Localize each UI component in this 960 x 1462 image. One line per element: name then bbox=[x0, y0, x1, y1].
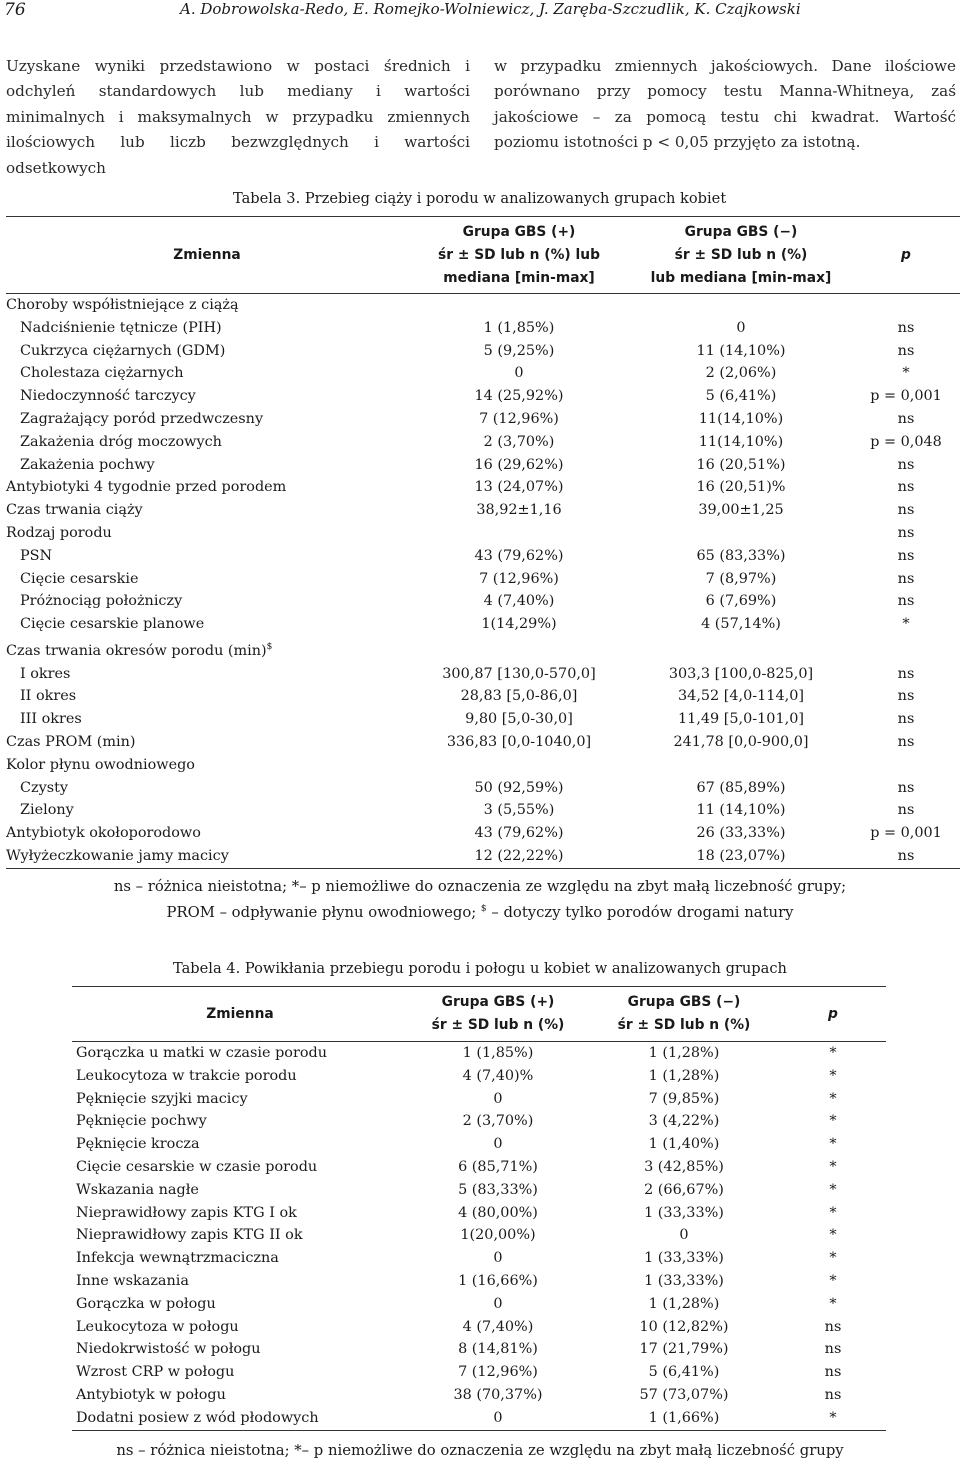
table3-cell-gbs-positive: 7 (12,96%) bbox=[479, 570, 559, 587]
table3-cell-gbs-positive: 13 (24,07%) bbox=[474, 479, 564, 496]
table3-row bbox=[6, 431, 960, 454]
table4-cell-gbs-negative: 10 (12,82%) bbox=[639, 1318, 729, 1335]
table4-header-gbs-positive: Grupa GBS (+) śr ± SD lub n (%) bbox=[408, 987, 588, 1042]
table3-cell-gbs-positive: 43 (79,62%) bbox=[474, 547, 564, 564]
table3-cell-gbs-positive: 2 (3,70%) bbox=[483, 433, 555, 450]
table3-cell-gbs-positive bbox=[408, 636, 630, 663]
table3-cell-gbs-negative: 65 (83,33%) bbox=[696, 547, 786, 564]
table4-cell-gbs-negative: 1 (33,33%) bbox=[644, 1272, 724, 1289]
table3-cell-variable: Zakażenia pochwy bbox=[20, 456, 155, 473]
table4-cell-variable: Leukocytoza w połogu bbox=[76, 1318, 239, 1335]
table4-cell-gbs-positive: 0 bbox=[493, 1090, 503, 1107]
table3-row bbox=[6, 845, 960, 868]
table4-header-variable: Zmienna bbox=[72, 987, 408, 1042]
table3-cell-p: p = 0,001 bbox=[870, 825, 942, 842]
table4-cell-gbs-negative: 1 (1,28%) bbox=[648, 1067, 720, 1084]
table4-cell-variable: Leukocytoza w trakcie porodu bbox=[76, 1067, 297, 1084]
table4-cell-p: * bbox=[829, 1181, 837, 1198]
table4-cell-p: ns bbox=[824, 1364, 842, 1381]
table4-cell-p: ns bbox=[824, 1318, 842, 1335]
table3-cell-variable: Zielony bbox=[20, 802, 74, 819]
table3-cell-gbs-negative: 2 (2,06%) bbox=[705, 365, 777, 382]
table3-cell-p: ns bbox=[897, 410, 915, 427]
table4-row bbox=[72, 1202, 886, 1225]
table3-cell-gbs-negative: 26 (33,33%) bbox=[696, 825, 786, 842]
table3-cell-p: * bbox=[902, 365, 910, 382]
table4-cell-p: * bbox=[829, 1113, 837, 1130]
table4-cell-p: * bbox=[829, 1295, 837, 1312]
table3-row bbox=[6, 822, 960, 845]
table4-cell-variable: Wzrost CRP w połogu bbox=[76, 1364, 235, 1381]
table4-row bbox=[72, 1179, 886, 1202]
table4-row bbox=[72, 1361, 886, 1384]
table3-cell-p bbox=[852, 294, 960, 317]
table4-row bbox=[72, 1338, 886, 1361]
table3-row bbox=[6, 522, 960, 545]
table3-cell-p: ns bbox=[897, 779, 915, 796]
table3-cell-gbs-positive: 12 (22,22%) bbox=[474, 847, 564, 864]
table4-cell-gbs-positive: 1 (16,66%) bbox=[458, 1272, 538, 1289]
table3-cell-p: ns bbox=[897, 456, 915, 473]
table3-cell-gbs-negative: 241,78 [0,0-900,0] bbox=[673, 733, 809, 750]
table3-cell-gbs-positive: 1(14,29%) bbox=[481, 616, 557, 633]
table3-cell-variable: III okres bbox=[20, 711, 82, 728]
table3-cell-gbs-positive: 5 (9,25%) bbox=[483, 342, 555, 359]
table3-cell-gbs-positive: 16 (29,62%) bbox=[474, 456, 564, 473]
table3-row bbox=[6, 708, 960, 731]
table4-cell-gbs-positive: 4 (80,00%) bbox=[458, 1204, 538, 1221]
table4-cell-variable: Nieprawidłowy zapis KTG II ok bbox=[76, 1227, 303, 1244]
table4-cell-p: * bbox=[829, 1272, 837, 1289]
table3-cell-gbs-negative: 303,3 [100,0-825,0] bbox=[668, 665, 814, 682]
table4-cell-gbs-negative: 17 (21,79%) bbox=[639, 1341, 729, 1358]
table3-cell-gbs-positive: 336,83 [0,0-1040,0] bbox=[446, 733, 592, 750]
table4-cell-variable: Infekcja wewnątrzmaciczna bbox=[76, 1250, 279, 1267]
table4-cell-gbs-positive: 0 bbox=[493, 1409, 503, 1426]
table3-cell-gbs-positive: 43 (79,62%) bbox=[474, 825, 564, 842]
running-authors: A. Dobrowolska-Redo, E. Romejko-Wolniewicz, J. Zaręba-Szczudlik, K. Czajkowski bbox=[180, 0, 801, 18]
table3-caption: Tabela 3. Przebieg ciąży i porodu w analizowanych grupach kobiet bbox=[233, 190, 727, 207]
table3-cell-gbs-positive bbox=[408, 522, 630, 545]
table3-row bbox=[6, 476, 960, 499]
table3-cell-gbs-positive: 9,80 [5,0-30,0] bbox=[465, 711, 573, 728]
table4-cell-p: * bbox=[829, 1409, 837, 1426]
table4-cell-gbs-negative: 5 (6,41%) bbox=[648, 1364, 720, 1381]
table4-cell-variable: Pęknięcie pochwy bbox=[76, 1113, 207, 1130]
table4-row bbox=[72, 1384, 886, 1407]
table3-cell-variable: Wyłyżeczkowanie jamy macicy bbox=[6, 847, 229, 864]
table3-cell-gbs-negative: 16 (20,51%) bbox=[696, 456, 786, 473]
table3-row bbox=[6, 499, 960, 522]
table3-cell-gbs-positive: 28,83 [5,0-86,0] bbox=[460, 688, 578, 705]
table3-header-gbs-positive: Grupa GBS (+) śr ± SD lub n (%) lub mediana [min-max] bbox=[408, 217, 630, 294]
table3-header-row bbox=[6, 217, 960, 294]
table3-row bbox=[6, 799, 960, 822]
table3-cell-p: ns bbox=[897, 502, 915, 519]
table3-cell-gbs-positive: 14 (25,92%) bbox=[474, 388, 564, 405]
table3-cell-p: ns bbox=[897, 547, 915, 564]
table3-cell-variable: Zagrażający poród przedwczesny bbox=[20, 410, 264, 427]
table4-cell-gbs-negative: 0 bbox=[679, 1227, 689, 1244]
table3-row bbox=[6, 636, 960, 663]
table3-cell-gbs-negative: 4 (57,14%) bbox=[701, 616, 781, 633]
intro-paragraph-right: w przypadku zmiennych jakościowych. Dane ilościowe porównano przy pomocy testu Manna-Whitneya, zaś jakościowe – za pomocą testu chi kwadrat. Wartość poziomu istotności p < 0,05 przyjęto za istotną. bbox=[494, 57, 956, 152]
table3-row bbox=[6, 568, 960, 591]
table4-cell-variable: Gorączka u matki w czasie porodu bbox=[76, 1045, 327, 1061]
table3-cell-p: ns bbox=[897, 524, 915, 541]
table3-cell-variable: Rodzaj porodu bbox=[6, 524, 112, 541]
running-header bbox=[0, 0, 960, 24]
table3-cell-gbs-negative: 0 bbox=[736, 319, 746, 336]
table3-row bbox=[6, 408, 960, 431]
table3-cell-variable: II okres bbox=[20, 688, 77, 705]
table4-cell-gbs-positive: 38 (70,37%) bbox=[453, 1386, 543, 1403]
table4 bbox=[72, 986, 886, 1431]
table4-cell-variable: Pęknięcie szyjki macicy bbox=[76, 1090, 248, 1107]
table3-cell-gbs-negative: 11(14,10%) bbox=[698, 433, 784, 450]
table3-cell-variable: I okres bbox=[20, 665, 71, 682]
table4-cell-p: * bbox=[829, 1090, 837, 1107]
table3-row bbox=[6, 454, 960, 477]
table4-header-row bbox=[72, 987, 886, 1042]
table3-cell-gbs-negative: 39,00±1,25 bbox=[698, 502, 784, 519]
table4-cell-p: * bbox=[829, 1204, 837, 1221]
table3-cell-gbs-negative: 11 (14,10%) bbox=[696, 342, 786, 359]
table3-cell-variable: Próżnociąg położniczy bbox=[20, 593, 183, 610]
table3-cell-p: ns bbox=[897, 665, 915, 682]
table4-cell-variable: Niedokrwistość w połogu bbox=[76, 1341, 261, 1358]
table3-cell-p bbox=[852, 754, 960, 777]
table3-cell-gbs-negative: 18 (23,07%) bbox=[696, 847, 786, 864]
table4-cell-gbs-positive: 5 (83,33%) bbox=[458, 1181, 538, 1198]
table3-row bbox=[6, 545, 960, 568]
table4-cell-gbs-negative: 1 (1,28%) bbox=[648, 1295, 720, 1312]
table3-cell-gbs-negative: 16 (20,51)% bbox=[696, 479, 786, 496]
table3-cell-gbs-positive: 50 (92,59%) bbox=[474, 779, 564, 796]
table3-row bbox=[6, 294, 960, 317]
table4-row bbox=[72, 1065, 886, 1088]
table3-row bbox=[6, 590, 960, 613]
table3-cell-variable: Czysty bbox=[20, 779, 69, 796]
table4-cell-gbs-positive: 8 (14,81%) bbox=[458, 1341, 538, 1358]
table3-cell-gbs-positive: 4 (7,40%) bbox=[483, 593, 555, 610]
table3-cell-variable: Choroby współistniejące z ciążą bbox=[6, 297, 239, 313]
intro-paragraph-left: Uzyskane wyniki przedstawiono w postaci średnich i odchyleń standardowych lub mediany i wartości minimalnych i maksymalnych w przypadku zmiennych ilościowych lub liczb bezwzględnych i wartości odsetkowych bbox=[6, 57, 470, 177]
table3-cell-p: p = 0,001 bbox=[870, 388, 942, 405]
table4-cell-variable: Wskazania nagłe bbox=[76, 1181, 199, 1198]
table4-cell-variable: Dodatni posiew z wód płodowych bbox=[76, 1409, 319, 1426]
table3 bbox=[6, 216, 960, 869]
table3-cell-variable: Nadciśnienie tętnicze (PIH) bbox=[20, 319, 222, 336]
table4-cell-gbs-positive: 4 (7,40%) bbox=[462, 1318, 534, 1335]
table3-row bbox=[6, 663, 960, 686]
table3-cell-variable: Niedoczynność tarczycy bbox=[20, 388, 196, 405]
table4-row bbox=[72, 1293, 886, 1316]
table4-cell-variable: Antybiotyk w połogu bbox=[76, 1386, 226, 1403]
table3-cell-gbs-negative: 5 (6,41%) bbox=[705, 388, 777, 405]
table3-cell-p: ns bbox=[897, 688, 915, 705]
table3-cell-p: ns bbox=[897, 733, 915, 750]
table4-cell-gbs-negative: 1 (33,33%) bbox=[644, 1204, 724, 1221]
table4-caption: Tabela 4. Powikłania przebiegu porodu i połogu u kobiet w analizowanych grupach bbox=[173, 960, 787, 977]
table3-cell-variable: Antybiotyk okołoporodowo bbox=[6, 825, 201, 842]
table4-row bbox=[72, 1088, 886, 1111]
table4-cell-gbs-positive: 1 (1,85%) bbox=[462, 1045, 534, 1061]
table3-row bbox=[6, 613, 960, 636]
table3-cell-variable: Czas PROM (min) bbox=[6, 733, 136, 750]
table3-cell-variable: Kolor płynu owodniowego bbox=[6, 756, 195, 773]
table4-cell-p: ns bbox=[824, 1341, 842, 1358]
table3-cell-variable: Cukrzyca ciężarnych (GDM) bbox=[20, 342, 226, 359]
table4-cell-gbs-negative: 57 (73,07%) bbox=[639, 1386, 729, 1403]
table4-cell-gbs-positive: 0 bbox=[493, 1250, 503, 1267]
table3-cell-p: p = 0,048 bbox=[870, 433, 942, 450]
table4-cell-gbs-negative: 1 (33,33%) bbox=[644, 1250, 724, 1267]
table4-cell-variable: Cięcie cesarskie w czasie porodu bbox=[76, 1158, 318, 1175]
table3-row bbox=[6, 317, 960, 340]
table4-cell-gbs-negative: 7 (9,85%) bbox=[648, 1090, 720, 1107]
table3-cell-variable: Cięcie cesarskie bbox=[20, 570, 139, 587]
table4-row bbox=[72, 1247, 886, 1270]
table4-cell-p: * bbox=[829, 1227, 837, 1244]
table3-cell-gbs-negative: 11,49 [5,0-101,0] bbox=[678, 711, 804, 728]
table3-row bbox=[6, 754, 960, 777]
table4-cell-p: * bbox=[829, 1250, 837, 1267]
table3-cell-gbs-negative: 6 (7,69%) bbox=[705, 593, 777, 610]
page-number: 76 bbox=[4, 0, 26, 20]
table3-row bbox=[6, 685, 960, 708]
table3-cell-gbs-positive: 300,87 [130,0-570,0] bbox=[442, 665, 596, 682]
table4-row bbox=[72, 1316, 886, 1339]
table3-row bbox=[6, 340, 960, 363]
table3-cell-gbs-positive: 3 (5,55%) bbox=[483, 802, 555, 819]
table4-cell-variable: Nieprawidłowy zapis KTG I ok bbox=[76, 1204, 297, 1221]
table3-cell-gbs-negative bbox=[630, 522, 852, 545]
table3-header-variable: Zmienna bbox=[6, 217, 408, 294]
table3-cell-variable: Czas trwania okresów porodu (min)$ bbox=[6, 641, 273, 659]
table3-cell-gbs-negative: 7 (8,97%) bbox=[705, 570, 777, 587]
table4-cell-p: * bbox=[829, 1158, 837, 1175]
table3-cell-p: ns bbox=[897, 802, 915, 819]
table3-row bbox=[6, 385, 960, 408]
table3-cell-variable: Cięcie cesarskie planowe bbox=[20, 616, 205, 633]
table4-footnote: ns – różnica nieistotna; *– p niemożliwe do oznaczenia ze względu na zbyt małą liczebność grupy bbox=[116, 1442, 844, 1459]
table3-cell-p: ns bbox=[897, 479, 915, 496]
table4-cell-gbs-negative: 1 (1,40%) bbox=[648, 1136, 720, 1153]
table3-cell-variable: Zakażenia dróg moczowych bbox=[20, 433, 222, 450]
table4-cell-p: ns bbox=[824, 1386, 842, 1403]
table3-cell-variable: Czas trwania ciąży bbox=[6, 502, 143, 519]
table3-footnote-line1: ns – różnica nieistotna; *– p niemożliwe do oznaczenia ze względu na zbyt małą liczebność grupy; bbox=[113, 878, 847, 895]
table3-header-p: p bbox=[852, 217, 960, 294]
table4-row bbox=[72, 1133, 886, 1156]
table3-cell-gbs-negative: 11 (14,10%) bbox=[696, 802, 786, 819]
table3-row bbox=[6, 362, 960, 385]
table3-footnote-line2: PROM – odpływanie płynu owodniowego; $ – dotyczy tylko porodów drogami natury bbox=[166, 903, 794, 921]
table3-cell-gbs-negative bbox=[630, 754, 852, 777]
table4-row bbox=[72, 1156, 886, 1179]
table4-cell-gbs-negative: 1 (1,28%) bbox=[648, 1045, 720, 1061]
table4-cell-gbs-positive: 7 (12,96%) bbox=[458, 1364, 538, 1381]
table3-row bbox=[6, 731, 960, 754]
table3-footnote bbox=[0, 876, 960, 924]
table4-cell-gbs-positive: 1(20,00%) bbox=[460, 1227, 536, 1244]
table3-cell-p: ns bbox=[897, 593, 915, 610]
table4-cell-p: * bbox=[829, 1045, 837, 1061]
table3-cell-p: * bbox=[902, 616, 910, 633]
table3-cell-p: ns bbox=[897, 342, 915, 359]
table3-cell-gbs-positive bbox=[408, 294, 630, 317]
table3-cell-gbs-positive: 0 bbox=[514, 365, 524, 382]
table3-cell-gbs-positive: 1 (1,85%) bbox=[483, 319, 555, 336]
table4-cell-p: * bbox=[829, 1136, 837, 1153]
table3-cell-gbs-negative: 11(14,10%) bbox=[698, 410, 784, 427]
table4-cell-variable: Inne wskazania bbox=[76, 1272, 189, 1289]
table4-cell-gbs-positive: 6 (85,71%) bbox=[458, 1158, 538, 1175]
table4-cell-gbs-negative: 1 (1,66%) bbox=[648, 1409, 720, 1426]
table3-cell-gbs-positive: 7 (12,96%) bbox=[479, 410, 559, 427]
table3-cell-gbs-negative bbox=[630, 636, 852, 663]
table4-row bbox=[72, 1224, 886, 1247]
table4-cell-gbs-negative: 2 (66,67%) bbox=[644, 1181, 724, 1198]
table4-cell-gbs-positive: 4 (7,40)% bbox=[462, 1067, 534, 1084]
table3-cell-variable: Antybiotyki 4 tygodnie przed porodem bbox=[6, 479, 287, 496]
table3-cell-p: ns bbox=[897, 847, 915, 864]
table3-cell-variable: Cholestaza ciężarnych bbox=[20, 365, 184, 382]
table4-row bbox=[72, 1110, 886, 1133]
table4-cell-variable: Pęknięcie krocza bbox=[76, 1136, 200, 1153]
table4-cell-gbs-positive: 2 (3,70%) bbox=[462, 1113, 534, 1130]
table4-cell-gbs-negative: 3 (42,85%) bbox=[644, 1158, 724, 1175]
table4-row bbox=[72, 1407, 886, 1430]
table3-header-gbs-negative: Grupa GBS (−) śr ± SD lub n (%) lub mediana [min-max] bbox=[630, 217, 852, 294]
table3-cell-p: ns bbox=[897, 711, 915, 728]
table4-cell-gbs-positive: 0 bbox=[493, 1136, 503, 1153]
table4-cell-gbs-positive: 0 bbox=[493, 1295, 503, 1312]
table4-header-gbs-negative: Grupa GBS (−) śr ± SD lub n (%) bbox=[588, 987, 780, 1042]
table3-cell-gbs-negative: 34,52 [4,0-114,0] bbox=[678, 688, 804, 705]
table3-cell-variable: PSN bbox=[20, 547, 53, 564]
table4-header-p: p bbox=[780, 987, 886, 1042]
table3-cell-gbs-positive bbox=[408, 754, 630, 777]
table3-cell-p: ns bbox=[897, 570, 915, 587]
table3-cell-gbs-negative bbox=[630, 294, 852, 317]
table3-cell-gbs-negative: 67 (85,89%) bbox=[696, 779, 786, 796]
table3-row bbox=[6, 777, 960, 800]
table3-cell-p: ns bbox=[897, 319, 915, 336]
table3-cell-gbs-positive: 38,92±1,16 bbox=[476, 502, 562, 519]
table4-row bbox=[72, 1042, 886, 1065]
table4-cell-gbs-negative: 3 (4,22%) bbox=[648, 1113, 720, 1130]
table4-row bbox=[72, 1270, 886, 1293]
table3-cell-p bbox=[852, 636, 960, 663]
table4-cell-p: * bbox=[829, 1067, 837, 1084]
table4-cell-variable: Gorączka w połogu bbox=[76, 1295, 216, 1312]
